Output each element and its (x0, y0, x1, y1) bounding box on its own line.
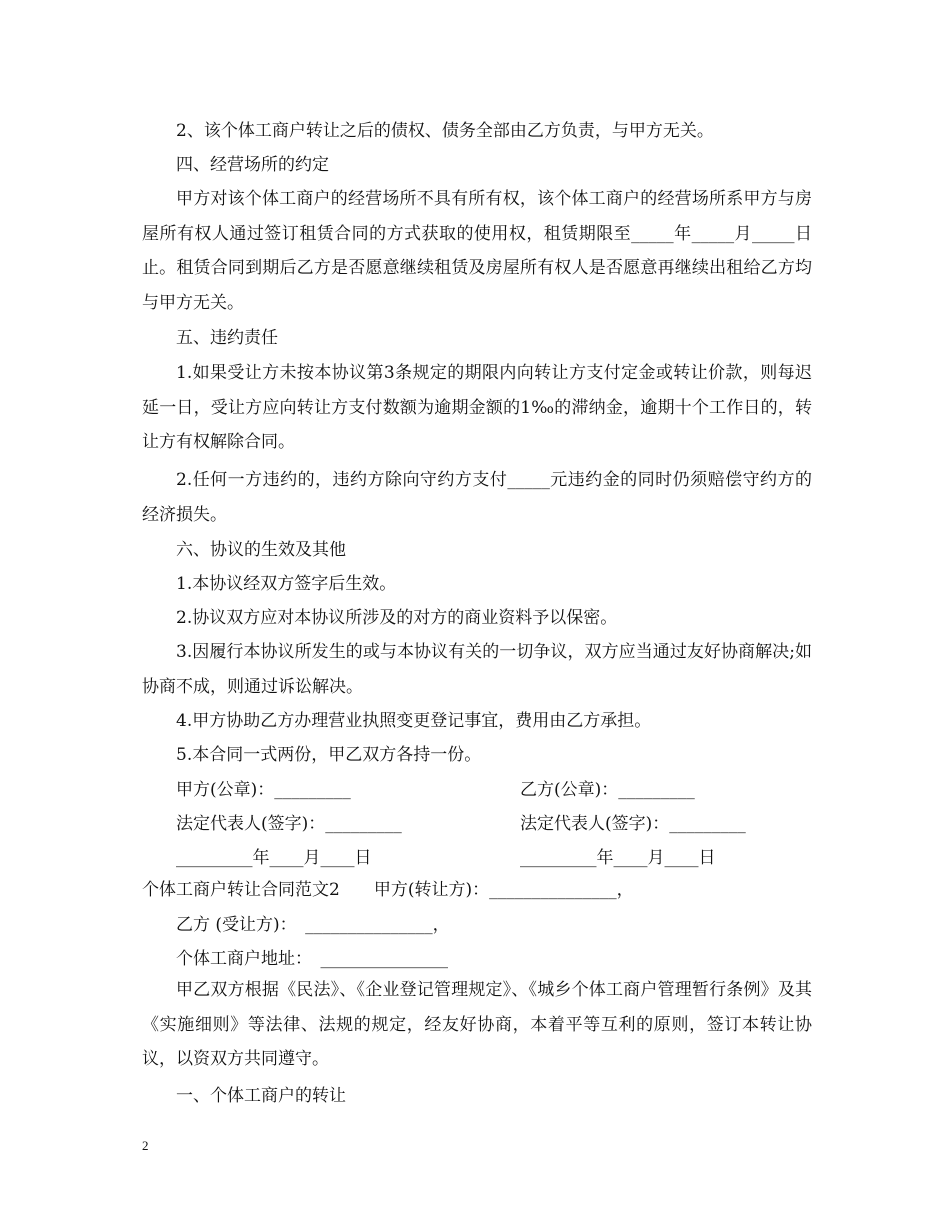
section-heading-breach: 五、违约责任 (176, 328, 278, 348)
clause-dispute: 3.因履行本协议所发生的或与本协议有关的一切争议，双方应当通过友好协商解决;如协商不成，则通过诉讼解决。 (142, 642, 812, 697)
clause-debt-responsibility: 2、该个体工商户转让之后的债权、债务全部由乙方负责，与甲方无关。 (176, 121, 714, 141)
clause-penalty: 2.任何一方违约的，违约方除向守约方支付_____元违约金的同时仍须赔偿守约方的经济损失。 (142, 470, 812, 525)
party-a-seal-line: 甲方(公章)：_________ (176, 780, 351, 800)
second-contract-party-b: 乙方 (受让方)： _______________， (176, 915, 450, 935)
second-contract-preamble: 甲乙双方根据《民法》、《企业登记管理规定》、《城乡个体工商户管理暂行条例》及其《实施细则》等法律、法规的规定，经友好协商，本着平等互利的原则，签订本转让协议，以资双方共同遵守。 (142, 980, 812, 1069)
party-a-representative-line: 法定代表人(签字)：_________ (176, 814, 402, 834)
party-b-date-line: _________年____月____日 (520, 848, 716, 868)
clause-effective: 1.本协议经双方签字后生效。 (176, 574, 397, 594)
clause-copies: 5.本合同一式两份，甲乙双方各持一份。 (176, 745, 482, 765)
second-contract-address: 个体工商户地址： _______________ (176, 949, 448, 969)
party-b-seal-line: 乙方(公章)：_________ (520, 780, 695, 800)
party-b-representative-line: 法定代表人(签字)：_________ (520, 814, 746, 834)
section-heading-transfer: 一、个体工商户的转让 (176, 1086, 346, 1106)
clause-license-change: 4.甲方协助乙方办理营业执照变更登记事宜，费用由乙方承担。 (176, 711, 652, 731)
second-contract-title-line: 个体工商户转让合同范文2 甲方(转让方)：_______________， (142, 880, 634, 900)
section-heading-effect: 六、协议的生效及其他 (176, 540, 346, 560)
page-number: 2 (142, 1138, 149, 1153)
clause-late-payment: 1.如果受让方未按本协议第3条规定的期限内向转让方支付定金或转让价款，则每迟延一日，受让方应向转让方支付数额为逾期金额的1‰的滞纳金，逾期十个工作日的，转让方有权解除合同。 (142, 363, 812, 452)
clause-confidentiality: 2.协议双方应对本协议所涉及的对方的商业资料予以保密。 (176, 608, 618, 628)
clause-premises: 甲方对该个体工商户的经营场所不具有所有权，该个体工商户的经营场所系甲方与房屋所有权人通过签订租赁合同的方式获取的使用权，租赁期限至_____年_____月_____日止。租赁合同到期后乙方是否愿意继续租赁及房屋所有权人是否愿意再继续出租给乙方均与甲方无关。 (142, 189, 812, 313)
party-a-date-line: _________年____月____日 (176, 848, 372, 868)
section-heading-premises: 四、经营场所的约定 (176, 155, 329, 175)
